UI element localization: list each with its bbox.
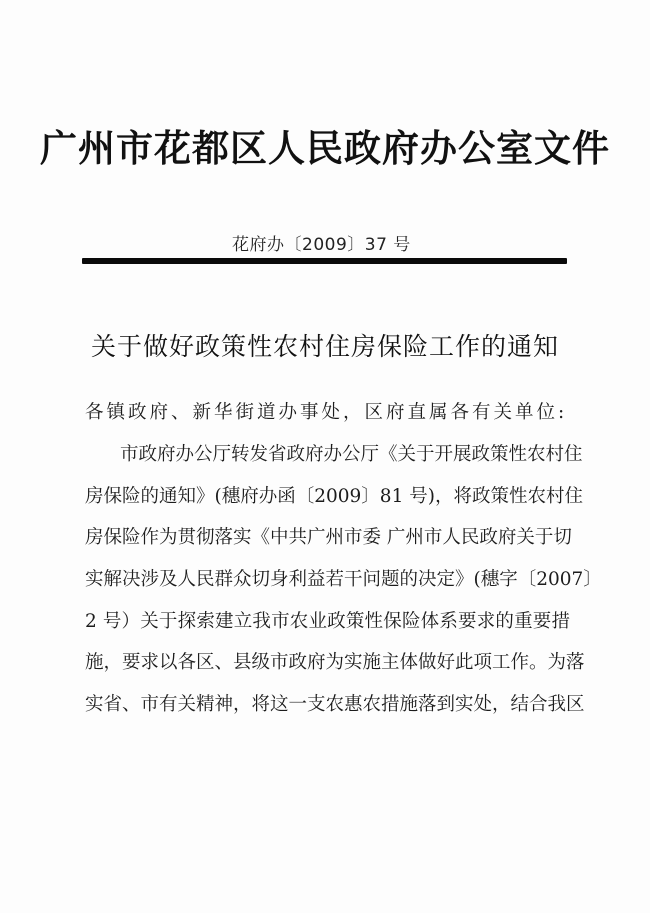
body-line: 房保险的通知》(穗府办函〔2009〕81 号)，将政策性农村住 (85, 486, 583, 507)
document-number: 花府办〔2009〕37 号 (232, 235, 411, 255)
body-line: 市政府办公厅转发省政府办公厅《关于开展政策性农村住 (120, 444, 583, 465)
body-line: 2 号）关于探索建立我市农业政策性保险体系要求的重要措 (85, 611, 570, 632)
salutation: 各镇政府、新华街道办事处，区府直属各有关单位: (85, 402, 568, 423)
header-divider-rule (82, 258, 567, 264)
issuing-office-header: 广州市花都区人民政府办公室文件 (40, 126, 610, 170)
body-line: 实解决涉及人民群众切身利益若干问题的决定》(穗字〔2007〕 (85, 569, 602, 590)
body-line: 施，要求以各区、县级市政府为实施主体做好此项工作。为落 (85, 652, 585, 673)
body-line: 实省、市有关精神，将这一支农惠农措施落到实处，结合我区 (85, 694, 585, 715)
document-title: 关于做好政策性农村住房保险工作的通知 (90, 332, 559, 361)
body-line: 房保险作为贯彻落实《中共广州市委 广州市人民政府关于切 (85, 527, 572, 548)
